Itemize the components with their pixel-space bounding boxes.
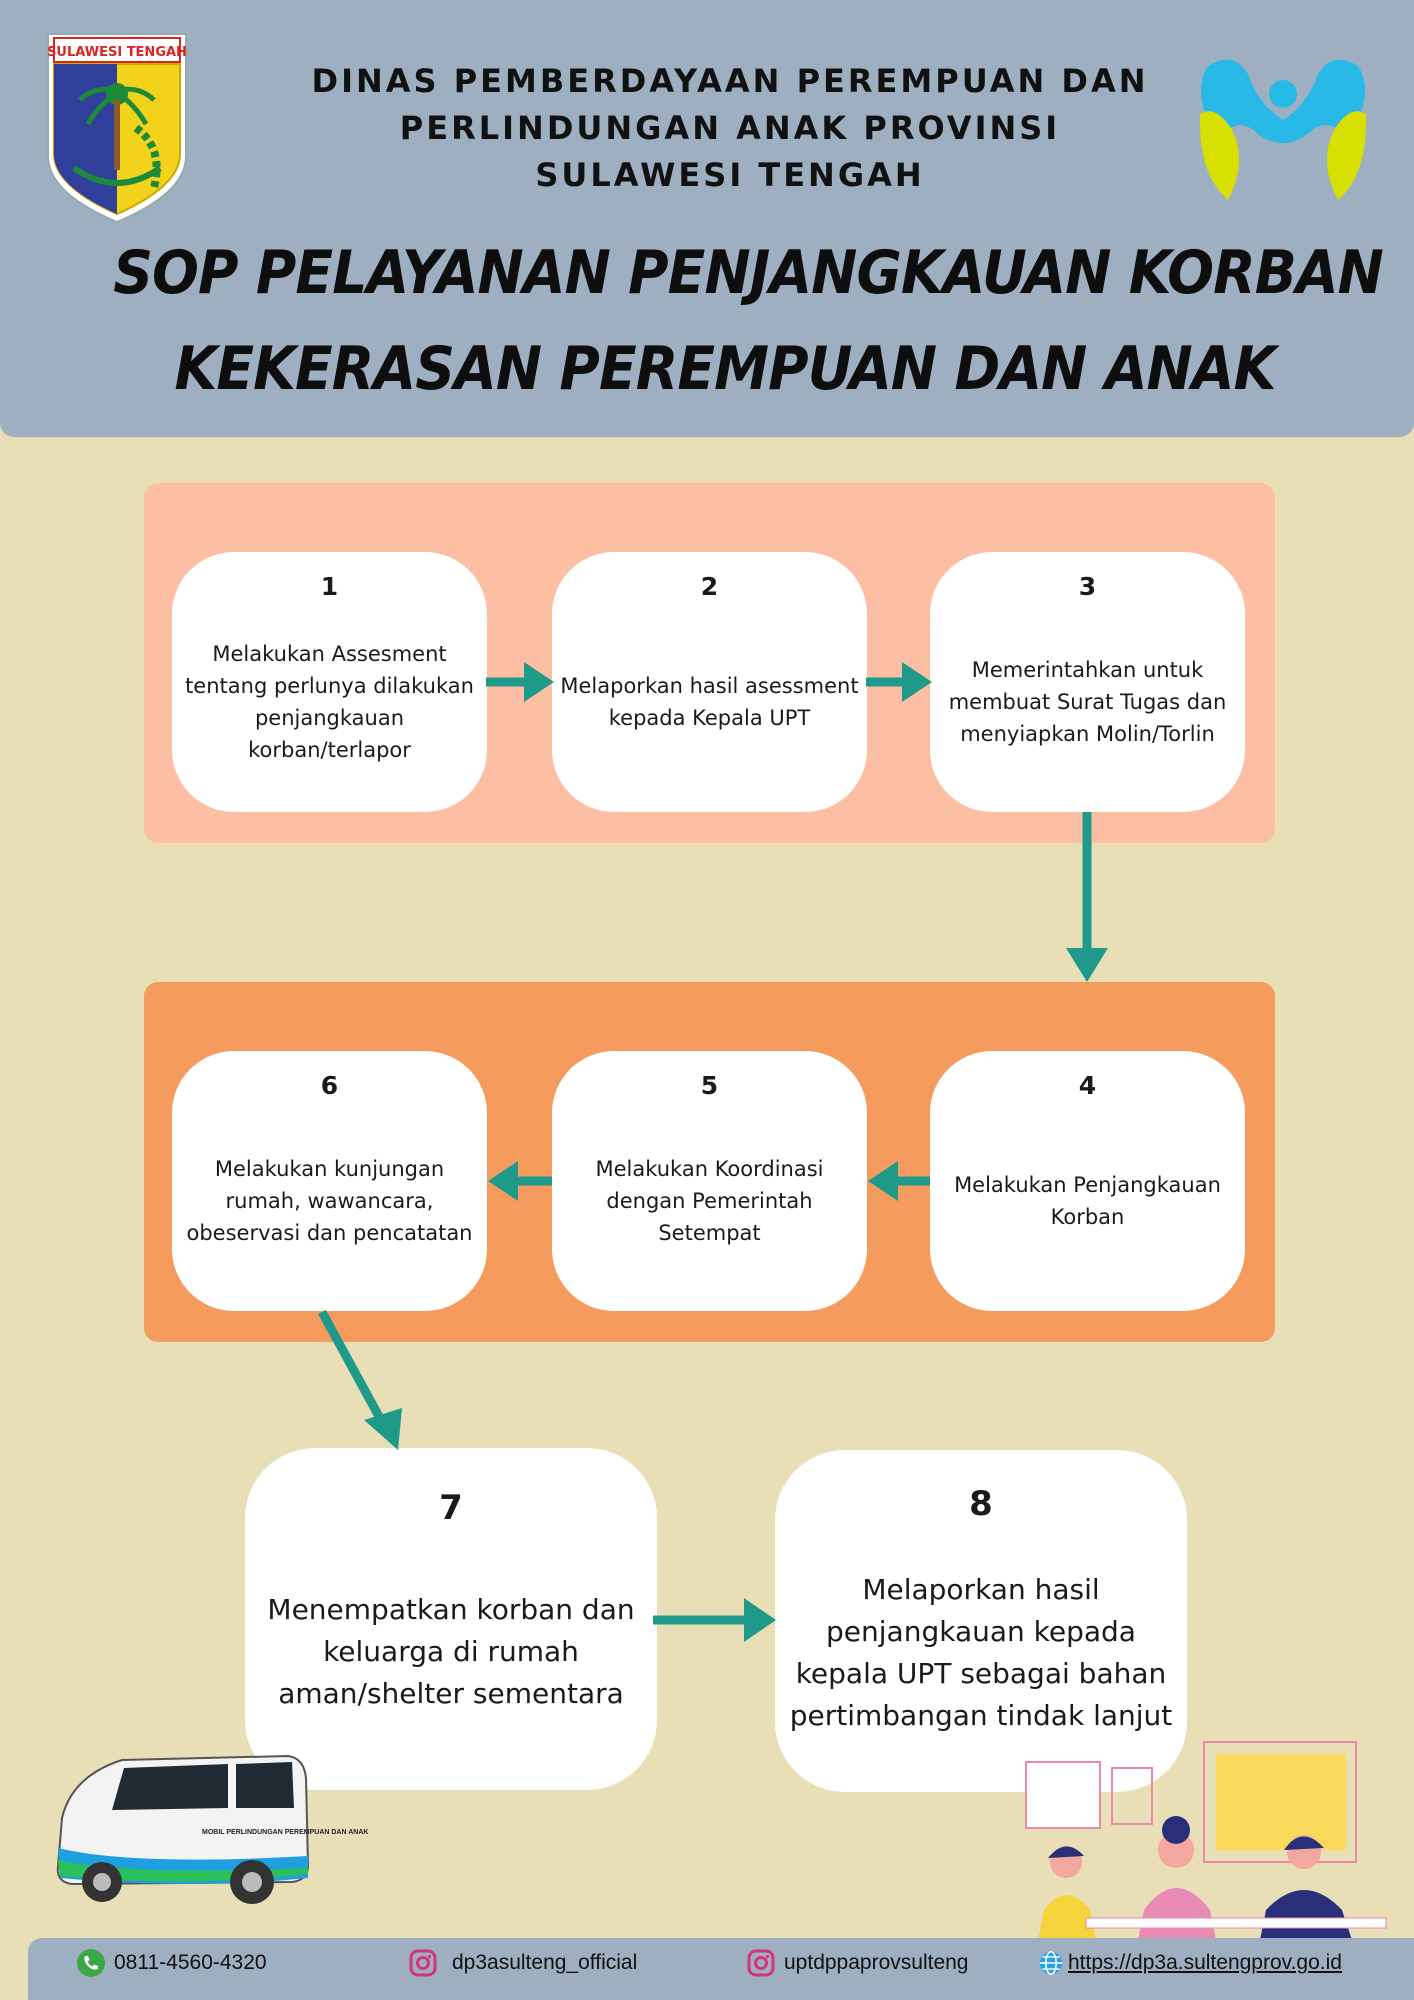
instagram-icon <box>746 1948 776 1978</box>
svg-text:MOBIL PERLINDUNGAN PEREMPUAN D: MOBIL PERLINDUNGAN PEREMPUAN DAN ANAK <box>202 1829 369 1836</box>
instagram-icon <box>408 1948 438 1978</box>
step-card-2 <box>552 552 867 812</box>
page-title <box>60 225 1390 417</box>
phone-number: 0811-4560-4320 <box>114 1951 267 1974</box>
instagram-handle: uptdppaprovsulteng <box>784 1951 969 1974</box>
step-number: 7 <box>439 1488 463 1528</box>
agency-name-line: SULAWESI TENGAH <box>535 156 925 194</box>
van-illustration <box>52 1748 369 1916</box>
step-number: 1 <box>320 572 339 601</box>
step-card-6 <box>172 1051 487 1311</box>
title-line: SOP PELAYANAN PENJANGKAUAN KORBAN <box>113 238 1383 308</box>
step-text: Melakukan Penjangkauan Korban <box>954 1173 1221 1229</box>
step-number: 8 <box>969 1484 993 1524</box>
arrow-right-icon <box>653 1598 776 1642</box>
contact-instagram-2[interactable] <box>746 1948 968 1978</box>
kemenpppa-logo <box>1188 44 1378 204</box>
step-card-5 <box>552 1051 867 1311</box>
step-text: Menempatkan korban dan keluarga di rumah aman/shelter sementara <box>267 1593 635 1710</box>
agency-name-line: DINAS PEMBERDAYAAN PEREMPUAN DAN <box>311 62 1149 100</box>
svg-text:SULAWESI TENGAH: SULAWESI TENGAH <box>47 45 187 60</box>
agency-name-line: PERLINDUNGAN ANAK PROVINSI <box>399 109 1061 147</box>
step-text: Melakukan Assesment tentang perlunya dilakukan penjangkauan korban/terlapor <box>185 642 474 762</box>
step-number: 5 <box>700 1071 719 1100</box>
title-line: KEKERASAN PEREMPUAN DAN ANAK <box>174 334 1276 404</box>
step-text: Melakukan Koordinasi dengan Pemerintah Setempat <box>595 1157 824 1245</box>
step-card-4 <box>930 1051 1245 1311</box>
step-card-3 <box>930 552 1245 812</box>
contact-phone[interactable] <box>76 1948 267 1978</box>
phone-icon <box>76 1948 106 1978</box>
step-number: 2 <box>700 572 719 601</box>
website-link[interactable] <box>1038 1948 1342 1978</box>
step-card-1 <box>172 552 487 812</box>
contact-instagram-1[interactable] <box>408 1948 637 1978</box>
globe-icon <box>1038 1950 1064 1976</box>
step-number: 3 <box>1078 572 1097 601</box>
step-text: Melaporkan hasil asessment kepada Kepala UPT <box>560 674 859 730</box>
step-number: 6 <box>320 1071 339 1100</box>
instagram-handle: dp3asulteng_official <box>452 1951 638 1974</box>
sulawesi-tengah-emblem <box>44 28 190 224</box>
website-url: https://dp3a.sultengprov.go.id <box>1068 1951 1342 1974</box>
step-text: Melakukan kunjungan rumah, wawancara, obeservasi dan pencatatan <box>186 1157 473 1245</box>
women-meeting-illustration <box>1026 1740 1396 1940</box>
agency-name <box>260 58 1200 199</box>
step-card-7 <box>245 1448 657 1790</box>
step-text: Melaporkan hasil penjangkauan kepada kepala UPT sebagai bahan pertimbangan tindak lanjut <box>789 1573 1173 1732</box>
step-text: Memerintahkan untuk membuat Surat Tugas dan menyiapkan Molin/Torlin <box>948 658 1227 746</box>
step-number: 4 <box>1078 1071 1097 1100</box>
